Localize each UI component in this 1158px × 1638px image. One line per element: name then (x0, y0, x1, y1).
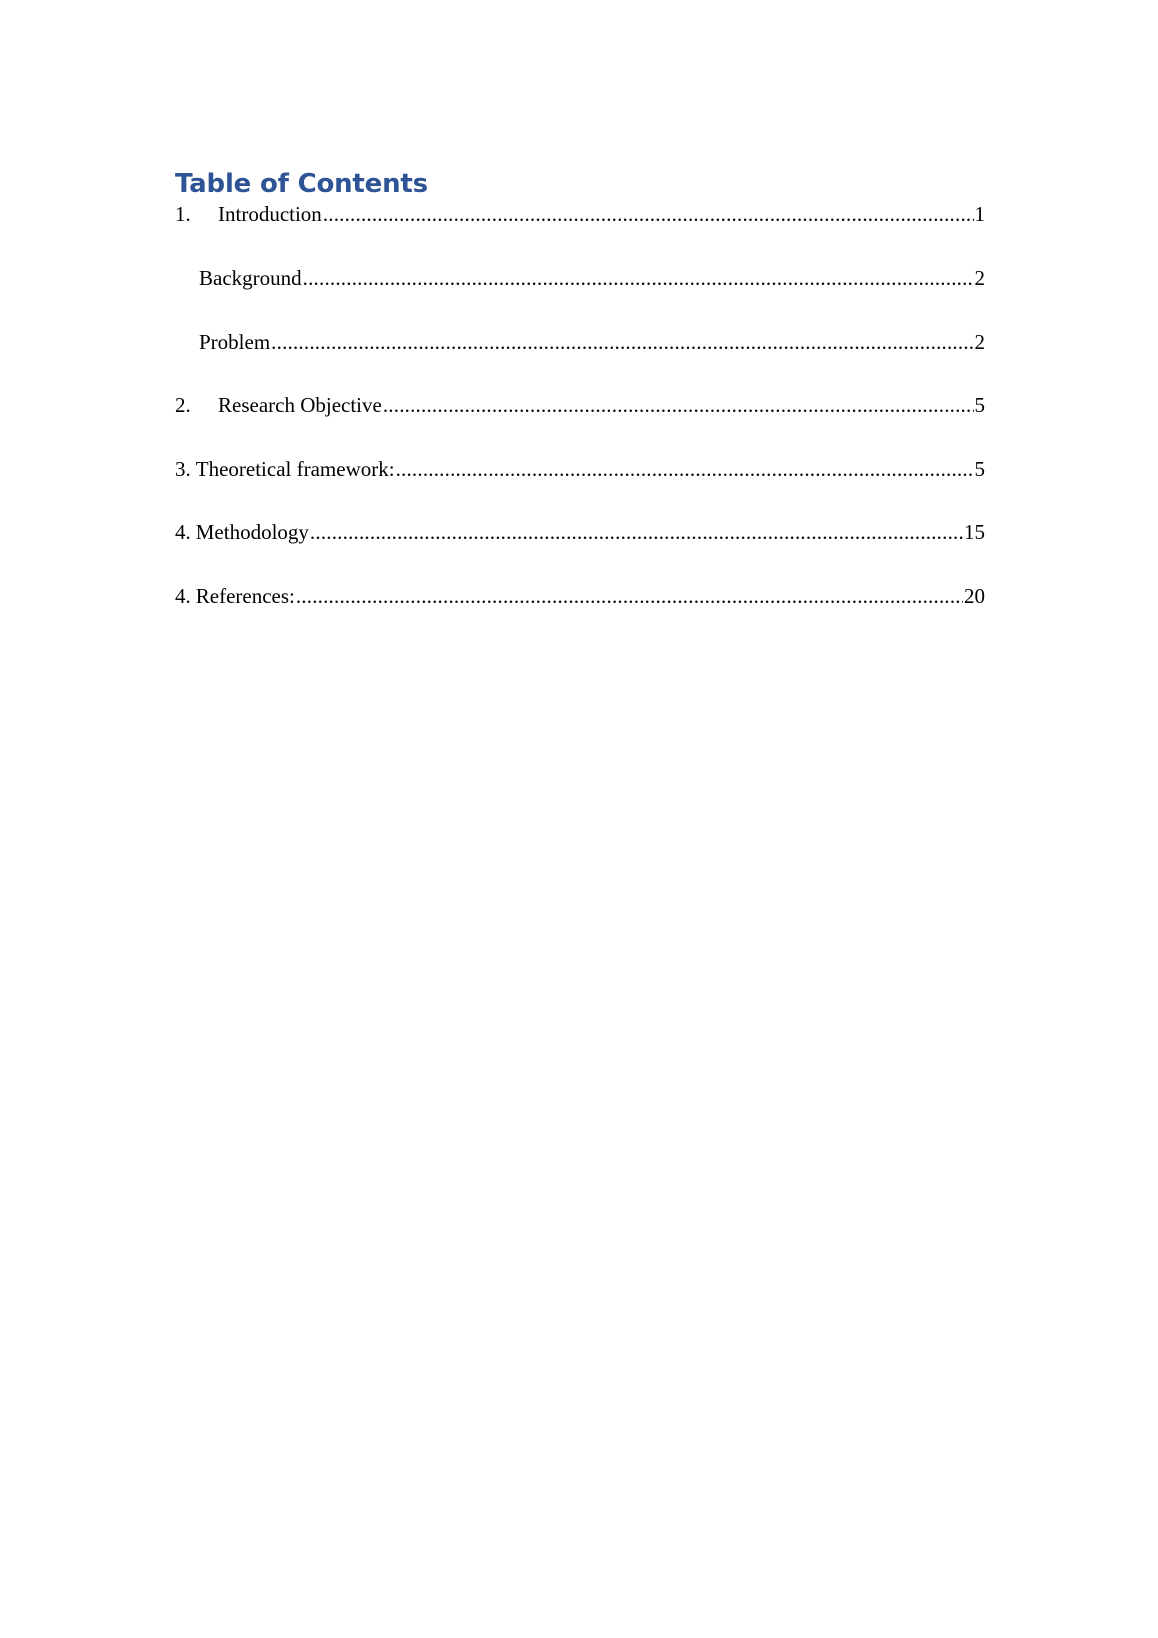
toc-list (175, 204, 985, 649)
toc-entry-label: Theoretical framework: (195, 456, 395, 481)
toc-entry-methodology[interactable] (175, 522, 985, 586)
toc-entry-page: 2 (974, 329, 985, 354)
toc-entry-number: 2. (175, 393, 191, 417)
toc-entry-label: References: (195, 583, 295, 608)
toc-entry-page: 20 (964, 583, 985, 608)
toc-entry-label: Methodology (195, 520, 309, 544)
toc-title: Table of Contents (175, 169, 428, 199)
toc-entry-number: 4. (175, 520, 191, 544)
toc-entry-number: 3. (175, 456, 191, 481)
toc-dot-leader (396, 459, 974, 479)
toc-dot-leader (383, 395, 974, 415)
toc-entry-background[interactable] (175, 268, 985, 332)
toc-entry-references[interactable] (175, 583, 985, 650)
toc-entry-research-objective[interactable] (175, 395, 985, 459)
toc-entry-page: 15 (964, 520, 985, 544)
toc-entry-label: Research Objective (218, 393, 382, 417)
toc-entry-introduction[interactable] (175, 204, 985, 268)
table-of-contents (175, 164, 985, 649)
toc-dot-leader (296, 586, 963, 606)
toc-dot-leader (303, 268, 974, 288)
toc-entry-theoretical-framework[interactable] (175, 456, 985, 523)
toc-entry-page: 5 (974, 456, 985, 481)
toc-entry-label: Background (199, 266, 302, 290)
toc-dot-leader (323, 204, 974, 224)
toc-entry-page: 5 (974, 393, 985, 417)
toc-entry-page: 1 (974, 202, 985, 226)
toc-entry-number: 4. (175, 583, 191, 608)
toc-dot-leader (310, 522, 963, 542)
toc-entry-label: Introduction (218, 202, 322, 226)
toc-entry-number: 1. (175, 202, 191, 226)
toc-dot-leader (271, 332, 973, 352)
toc-entry-page: 2 (974, 266, 985, 290)
toc-entry-label: Problem (199, 329, 271, 354)
toc-entry-problem[interactable] (175, 329, 985, 396)
